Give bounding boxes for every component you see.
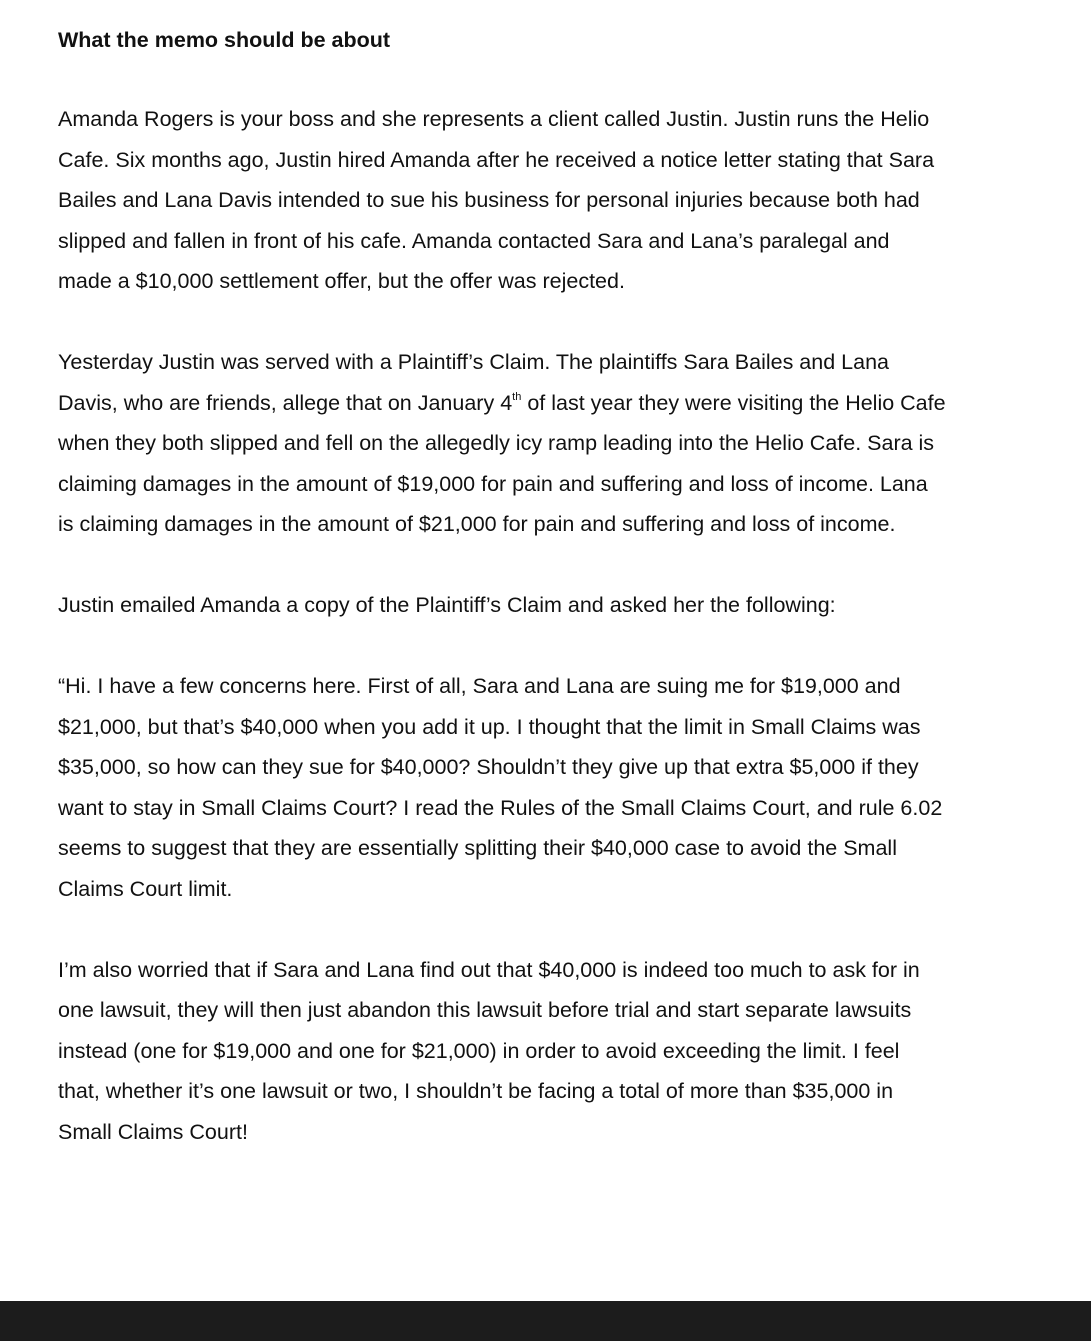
text-line: instead (one for $19,000 and one for $21,000) in order to avoid exceeding the limit. I feel [58, 1038, 900, 1063]
text-line: want to stay in Small Claims Court? I read the Rules of the Small Claims Court, and rule 6.02 [58, 795, 943, 820]
paragraph-quote-1 [58, 666, 1048, 909]
text-line: Bailes and Lana Davis intended to sue his business for personal injuries because both had [58, 188, 920, 212]
text-line: Cafe. Six months ago, Justin hired Amanda after he received a notice letter stating that Sara [58, 147, 935, 172]
text-line: seems to suggest that they are essentially splitting their $40,000 case to avoid the Small [58, 836, 897, 860]
text-line: that, whether it’s one lawsuit or two, I shouldn’t be facing a total of more than $35,000 in [58, 1079, 894, 1103]
text-line: Claims Court limit. [58, 876, 233, 901]
text-line: Justin emailed Amanda a copy of the Plaintiff’s Claim and asked her the following: [58, 593, 836, 617]
text-line: $21,000, but that’s $40,000 when you add it up. I thought that the limit in Small Claims was [58, 714, 921, 739]
text-line: “Hi. I have a few concerns here. First of all, Sara and Lana are suing me for $19,000 and [58, 674, 901, 698]
bottom-bar [0, 1301, 1091, 1341]
document-page [58, 22, 1048, 1152]
text-line: is claiming damages in the amount of $21,000 for pain and suffering and loss of income. [58, 512, 896, 536]
text-line: $35,000, so how can they sue for $40,000? Shouldn’t they give up that extra $5,000 if they [58, 755, 919, 779]
ordinal-suffix: th [512, 390, 522, 403]
text-line: claiming damages in the amount of $19,000 for pain and suffering and loss of income. Lana [58, 471, 928, 496]
text-line: I’m also worried that if Sara and Lana find out that $40,000 is indeed too much to ask for in [58, 957, 920, 982]
text-line [58, 383, 1048, 424]
text-segment: Davis, who are friends, allege that on January 4 [58, 390, 513, 415]
memo-heading: What the memo should be about [58, 28, 391, 52]
text-segment: of last year they were visiting the Helio Cafe [521, 390, 946, 415]
paragraph-quote-2 [58, 950, 1048, 1153]
text-line: Amanda Rogers is your boss and she represents a client called Justin. Justin runs the Helio [58, 107, 930, 131]
text-line: one lawsuit, they will then just abandon this lawsuit before trial and start separate lawsuits [58, 998, 912, 1022]
paragraph-intro [58, 99, 1048, 302]
text-line: slipped and fallen in front of his cafe. Amanda contacted Sara and Lana’s paralegal and [58, 228, 890, 253]
text-line: when they both slipped and fell on the allegedly icy ramp leading into the Helio Cafe. Sara is [58, 431, 935, 455]
text-line: made a $10,000 settlement offer, but the offer was rejected. [58, 269, 625, 293]
text-line: Yesterday Justin was served with a Plaintiff’s Claim. The plaintiffs Sara Bailes and Lana [58, 350, 889, 374]
paragraph-email [58, 585, 1048, 626]
text-line: Small Claims Court! [58, 1119, 248, 1144]
paragraph-claim [58, 342, 1048, 545]
